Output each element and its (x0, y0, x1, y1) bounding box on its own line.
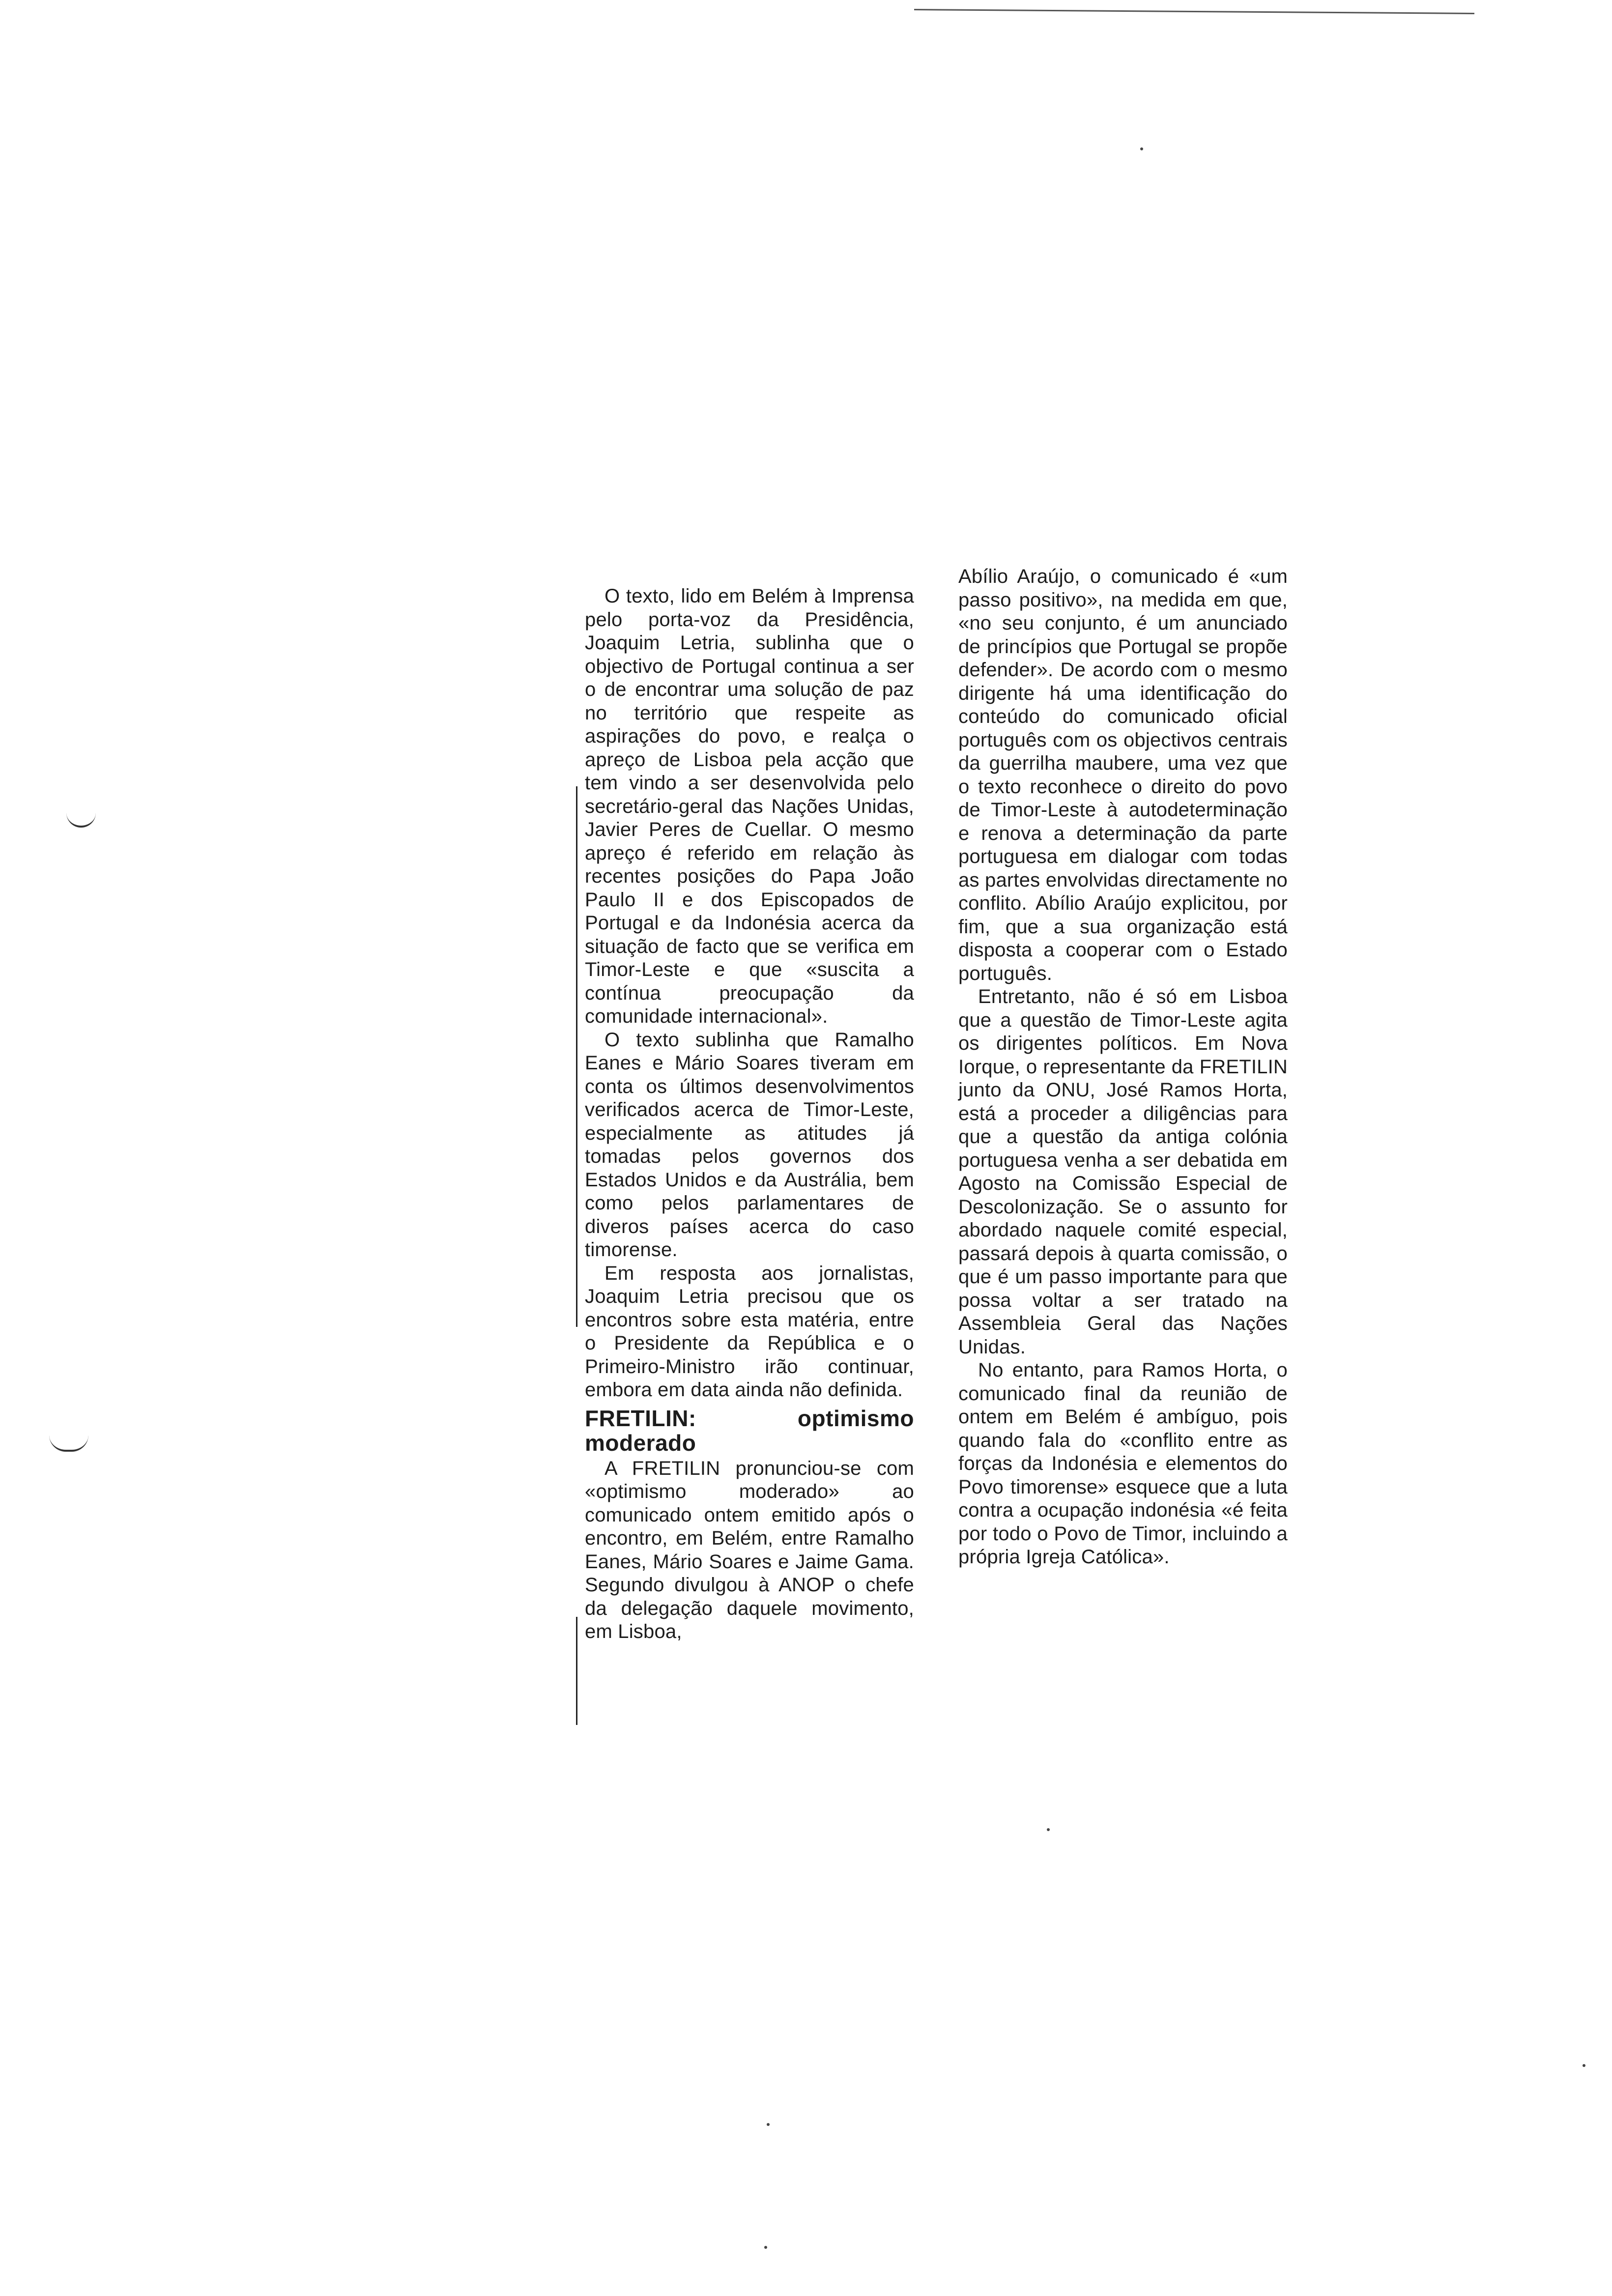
scan-speck (1047, 1828, 1050, 1831)
scan-edge-line (914, 9, 1474, 14)
article-column-right (958, 565, 1288, 1569)
article-paragraph: No entanto, para Ramos Horta, o comunicado final da reunião de ontem em Belém é ambíguo, pois quando fala do «conflito entre as forças da Indonésia e elementos do Povo timorense» esquece que a luta contra a ocupação indonésia «é feita por todo o Povo de Timor, incluindo a própria Igreja Católica». (958, 1359, 1288, 1568)
article-paragraph: A FRETILIN pronunciou-se com «optimismo moderado» ao comunicado ontem emitido após o encontro, em Belém, entre Ramalho Eanes, Mário Soares e Jaime Gama. Segundo divulgou à ANOP o chefe da delegação daquele movimento, em Lisboa, (585, 1457, 914, 1642)
scan-speck (1140, 147, 1143, 150)
scan-speck (764, 2246, 767, 2249)
article-paragraph: Entretanto, não é só em Lisboa que a questão de Timor-Leste agita os dirigentes políticos. Em Nova Iorque, o representante da FRETILIN junto da ONU, José Ramos Horta, está a proceder a diligências para que a questão da antiga colónia portuguesa venha a ser debatida em Agosto na Comissão Especial de Descolonização. Se o assunto for abordado naquele comité especial, passará depois à quarta comissão, o que é um passo importante para que possa voltar a ser tratado na Assembleia Geral das Nações Unidas. (958, 986, 1288, 1358)
article-paragraph: Abílio Araújo, o comunicado é «um passo positivo», na medida em que, «no seu conjunto, é um anunciado de princípios que Portugal se propõe defender». De acordo com o mesmo dirigente há uma identificação do conteúdo do comunicado oficial português com os objectivos centrais da guerrilha maubere, uma vez que o texto reconhece o direito do povo de Timor-Leste à autodeterminação e renova a determinação da parte portuguesa em dialogar com todas as partes envolvidas directamente no conflito. Abílio Araújo explicitou, por fim, que a sua organização está disposta a cooperar com o Estado português. (958, 566, 1288, 984)
article-paragraph: O texto sublinha que Ramalho Eanes e Mário Soares tiveram em conta os últimos desenvolvimentos verificados acerca de Timor-Leste, especialmente as atitudes já tomadas pelos governos dos Estados Unidos e da Austrália, bem como pelos parlamentares de diveros países acerca do caso timorense. (585, 1029, 914, 1261)
article-paragraph: O texto, lido em Belém à Imprensa pelo porta-voz da Presidência, Joaquim Letria, sublinha que o objectivo de Portugal continua a ser o de encontrar uma solução de paz no território que respeite as aspirações do povo, e realça o apreço de Lisboa pela acção que tem vindo a ser desenvolvida pelo secretário-geral das Nações Unidas, Javier Peres de Cuellar. O mesmo apreço é referido em relação às recentes posições do Papa João Paulo II e dos Episcopados de Portugal e da Indonésia acerca da situação de facto que se verifica em Timor-Leste e que «suscita a contínua preocupação da comunidade internacional». (585, 585, 914, 1027)
scan-speck (767, 2123, 770, 2126)
scan-speck (1583, 2064, 1585, 2067)
margin-mark (49, 1435, 88, 1452)
article-column-left (585, 585, 914, 1644)
article-paragraph: Em resposta aos jornalistas, Joaquim Letria precisou que os encontros sobre esta matéria, entre o Presidente da República e o Primeiro-Ministro irão continuar, embora em data ainda não definida. (585, 1262, 914, 1401)
column-margin-rule (576, 1617, 577, 1725)
newspaper-clipping (585, 565, 1288, 1740)
margin-mark (66, 806, 96, 828)
column-margin-rule (576, 786, 577, 1327)
article-subheading: FRETILIN: optimismo moderado (585, 1405, 914, 1456)
